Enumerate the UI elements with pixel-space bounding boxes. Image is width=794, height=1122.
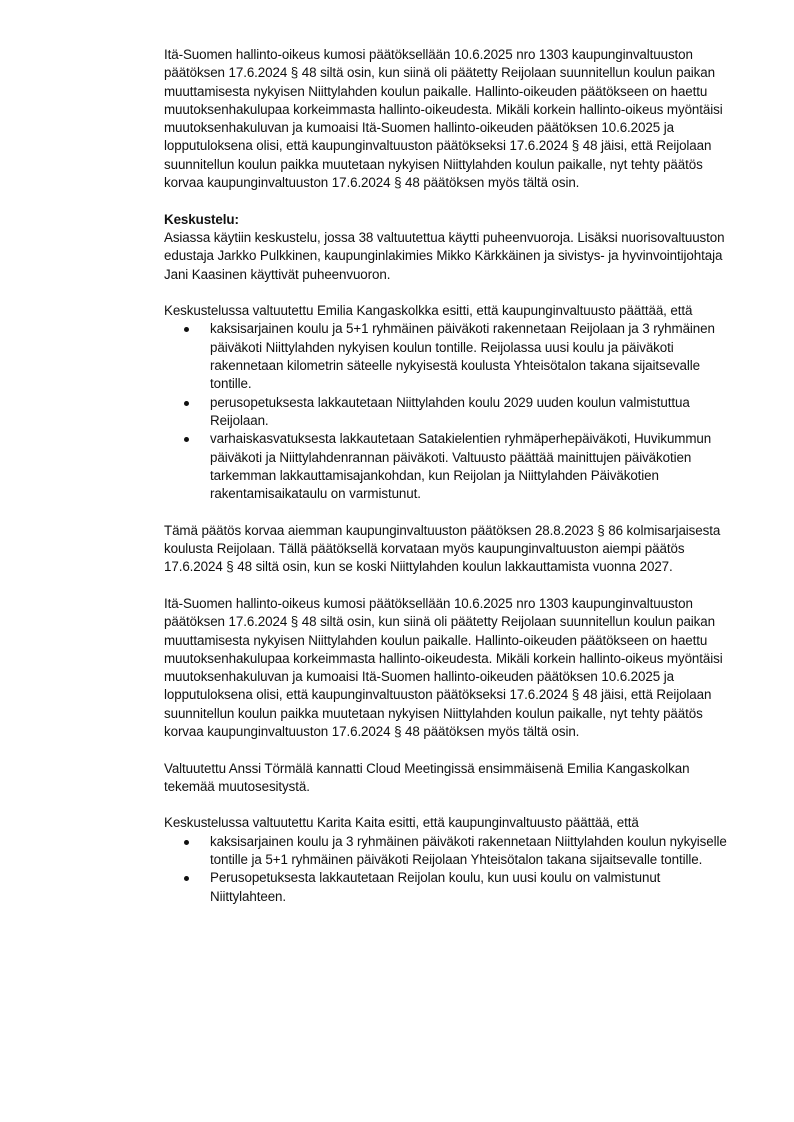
spacer — [164, 284, 734, 302]
list-item: perusopetuksesta lakkautetaan Niittylahden koulu 2029 uuden koulun valmistuttua Reijolaan. — [164, 394, 734, 431]
spacer — [164, 503, 734, 521]
discussion-paragraph: Asiassa käytiin keskustelu, jossa 38 valtuutettua käytti puheenvuoroja. Lisäksi nuorisovaltuuston edustaja Jarkko Pulkkinen, kaupunginlakimies Mikko Kärkkäinen ja sivistys- ja hyvinvointijohtaja Jani Kaasinen käyttivät puheenvuoron. — [164, 229, 725, 282]
replacement-paragraph: Tämä päätös korvaa aiemman kaupunginvaltuuston päätöksen 28.8.2023 § 86 kolmisarjaisesta koulusta Reijolaan. Tällä päätöksellä korvataan myös kaupunginvaltuuston aiempi päätös 17.6.2024 § 48 siltä osin, kun se koski Niittylahden koulun lakkauttamista vuonna 2027. — [164, 522, 721, 575]
proposal-intro: Keskustelussa valtuutettu Emilia Kangaskolkka esitti, että kaupunginvaltuusto päättää, että — [164, 303, 693, 319]
court-decision-paragraph: Itä-Suomen hallinto-oikeus kumosi päätöksellään 10.6.2025 nro 1303 kaupunginvaltuuston päätöksen 17.6.2024 § 48 siltä osin, kun siinä oli päätetty Reijolaan suunnitellun koulun paikan muuttamisesta nykyisen Niittylahden koulun paikalle. Hallinto-oikeuden päätökseen on haettu muutoksenhakulupaa korkeimmasta hallinto-oikeudesta. Mikäli korkein hallinto-oikeus myöntäisi muutoksenhakuluvan ja kumoaisi Itä-Suomen hallinto-oikeuden päätöksen 10.6.2025 ja lopputuloksena olisi, että kaupunginvaltuuston päätökseksi 17.6.2024 § 48 jäisi, että Reijolaan suunnitellun koulun paikka muutetaan nykyisen Niittylahden koulun paikalle, nyt tehty päätös korvaa kaupunginvaltuuston 17.6.2024 § 48 päätöksen myös tältä osin. — [164, 47, 723, 191]
court-decision-paragraph: Itä-Suomen hallinto-oikeus kumosi päätöksellään 10.6.2025 nro 1303 kaupunginvaltuuston päätöksen 17.6.2024 § 48 siltä osin, kun siinä oli päätetty Reijolaan suunnitellun koulun paikan muuttamisesta nykyisen Niittylahden koulun paikalle. Hallinto-oikeuden päätökseen on haettu muutoksenhakulupaa korkeimmasta hallinto-oikeudesta. Mikäli korkein hallinto-oikeus myöntäisi muutoksenhakuluvan ja kumoaisi Itä-Suomen hallinto-oikeuden päätöksen 10.6.2025 ja lopputuloksena olisi, että kaupunginvaltuuston päätökseksi 17.6.2024 § 48 jäisi, että Reijolaan suunnitellun koulun paikka muutetaan nykyisen Niittylahden koulun paikalle, nyt tehty päätös korvaa kaupunginvaltuuston 17.6.2024 § 48 päätöksen myös tältä osin. — [164, 595, 723, 739]
bullet-icon — [184, 876, 189, 881]
spacer — [164, 796, 734, 814]
spacer — [164, 577, 734, 595]
list-item: Perusopetuksesta lakkautetaan Reijolan koulu, kun uusi koulu on valmistunut Niittylahteen. — [164, 869, 734, 906]
bullet-icon — [184, 840, 189, 845]
bullet-icon — [184, 401, 189, 406]
discussion-heading: Keskustelu: — [164, 211, 239, 227]
document-page — [164, 46, 734, 906]
support-paragraph: Valtuutettu Anssi Törmälä kannatti Cloud Meetingissä ensimmäisenä Emilia Kangaskolkan tekemää muutosesitystä. — [164, 760, 690, 794]
bullet-icon — [184, 437, 189, 442]
list-item: kaksisarjainen koulu ja 5+1 ryhmäinen päiväkoti rakennetaan Reijolaan ja 3 ryhmäinen päiväkoti Niittylahden nykyisen koulun tontille. Reijolassa uusi koulu ja päiväkoti rakennetaan kilometrin säteelle nykyisestä koulusta Yhteisötalon takana sijaitsevalle tontille. — [164, 320, 734, 393]
proposal-bullet-list — [164, 833, 734, 906]
spacer — [164, 741, 734, 759]
proposal-intro: Keskustelussa valtuutettu Karita Kaita esitti, että kaupunginvaltuusto päättää, että — [164, 815, 639, 831]
proposal-bullet-list — [164, 320, 734, 503]
list-item: varhaiskasvatuksesta lakkautetaan Satakielentien ryhmäperhepäiväkoti, Huvikummun päiväkoti ja Niittylahdenrannan päiväkoti. Valtuusto päättää mainittujen päiväkotien tarkemman lakkauttamisajankohdan, kun Reijolan ja Niittylahden Päiväkotien rakentamisaikataulu on varmistunut. — [164, 430, 734, 503]
spacer — [164, 192, 734, 210]
list-item: kaksisarjainen koulu ja 3 ryhmäinen päiväkoti rakennetaan Niittylahden koulun nykyiselle tontille ja 5+1 ryhmäinen päiväkoti Reijolaan Yhteisötalon takana sijaitsevalle tontille. — [164, 833, 734, 870]
bullet-icon — [184, 327, 189, 332]
